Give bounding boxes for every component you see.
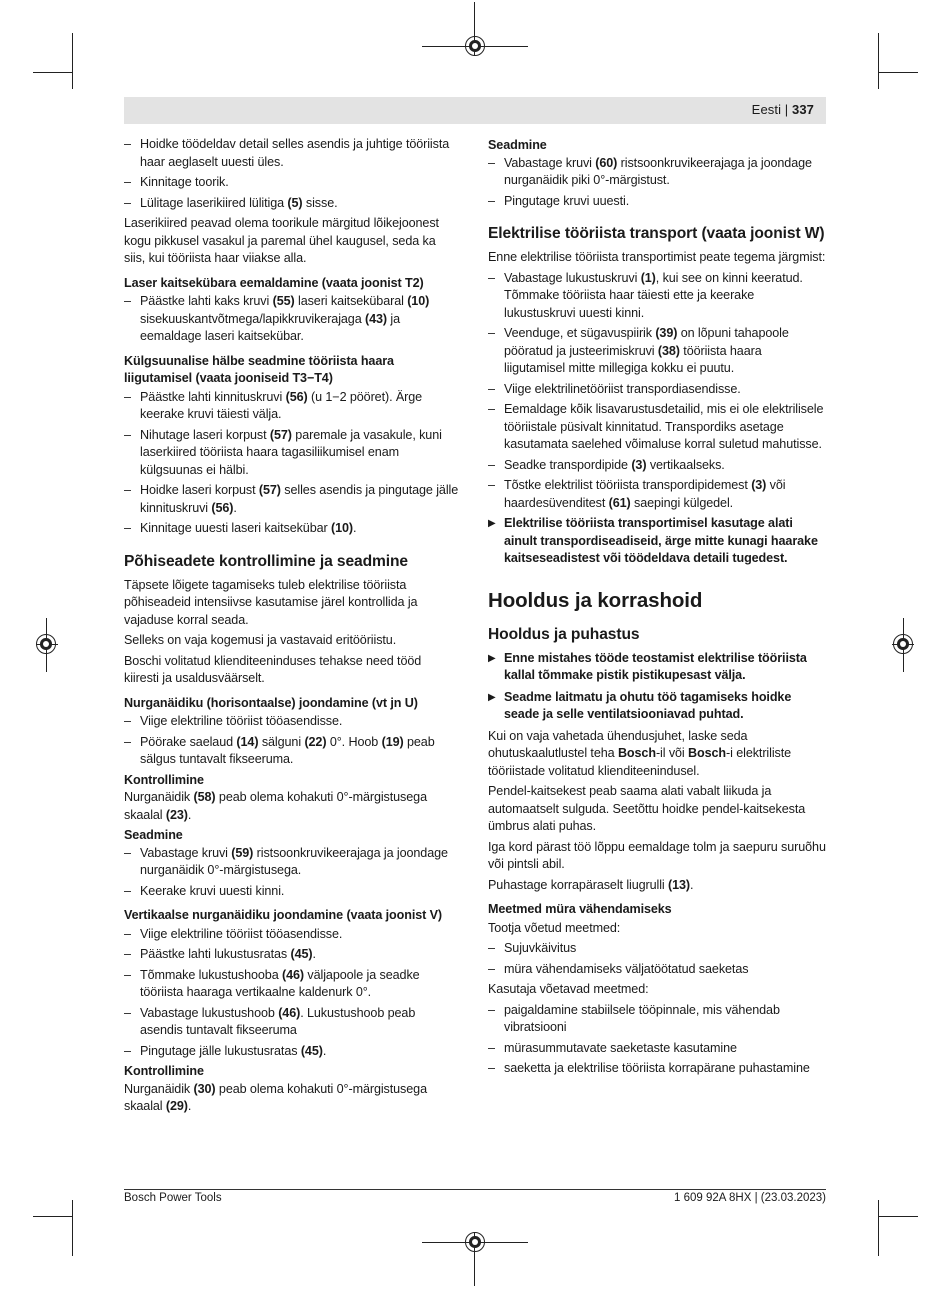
list-item: – Viige elektrilinetööriist transpordiasendisse. bbox=[488, 381, 826, 399]
crop-mark bbox=[878, 33, 879, 89]
crop-mark bbox=[72, 1200, 73, 1256]
list-item: – Päästke lahti kaks kruvi (55) laseri kaitsekübaral (10) sisekuuskantvõtmega/lapikkruvikerajaga (43) ja eemaldage laseri kaitsekübar. bbox=[124, 293, 459, 346]
paragraph: Tootja võetud meetmed: bbox=[488, 920, 621, 935]
crop-mark bbox=[878, 1200, 879, 1256]
paragraph: Selleks on vaja kogemusi ja vastavaid eritööriistu. bbox=[124, 633, 397, 647]
list-item: – Vabastage lukustuskruvi (1), kui see on kinni keeratud. Tõmmake tööriista haar täiesti ette ja keerake lukustuskruvi uuesti kinni. bbox=[488, 270, 826, 323]
paragraph: Laserikiired peavad olema toorikule märgitud lõikejoonest kogu pikkusel vasakul ja paremal ühel kaugusel, seda ka siis, kui tööriista haar viiakse alla. bbox=[124, 216, 439, 265]
paragraph: Pendel-kaitsekest peab saama alati vabalt liikuda ja automaatselt sulguda. Seetõttu hoidke pendel-kaitsekesta ümbrus alati puhas. bbox=[488, 784, 806, 833]
list-item: – Vabastage lukustushoob (46). Lukustushoob peab asendis tuntavalt fikseeruma bbox=[124, 1005, 459, 1040]
list-item: – Kinnitage uuesti laseri kaitsekübar (10). bbox=[124, 520, 459, 538]
list-item: – mürasummutavate saeketaste kasutamine bbox=[488, 1040, 826, 1058]
list-item: – Viige elektriline tööriist tööasendisse. bbox=[124, 926, 459, 944]
paragraph: Boschi volitatud klienditeeninduses tehakse need tööd kiiresti ja usaldusväärselt. bbox=[124, 653, 422, 685]
crop-mark bbox=[878, 72, 918, 73]
paragraph: Enne elektrilise tööriista transportimist peate tegema järgmist: bbox=[488, 250, 826, 264]
paragraph: Nurganäidik (58) peab olema kohakuti 0°-märgistusega skaalal (23). bbox=[124, 790, 427, 822]
list-item: – Tõstke elektrilist tööriista transpordipidemest (3) või haardesüvenditest (61) saepingi külgedel. bbox=[488, 477, 826, 512]
list-item: – Vabastage kruvi (60) ristsoonkruvikeerajaga ja joondage nurganäidik piki 0°-märgistust. bbox=[488, 155, 826, 190]
list-item: – Vabastage kruvi (59) ristsoonkruvikeerajaga ja joondage nurganäidik 0°-märgistusega. bbox=[124, 845, 459, 880]
list-item: – Pöörake saelaud (14) sälguni (22) 0°. Hoob (19) peab sälgus tuntavalt fikseeruma. bbox=[124, 734, 459, 769]
label: Kontrollimine bbox=[124, 772, 204, 787]
crop-mark bbox=[33, 72, 73, 73]
list-item: – Eemaldage kõik lisavarustusdetailid, mis ei ole elektrilisele tööriistale püsivalt kinnitatud. Transpordiks asetage kasutamata saelehed võimaluse korral suletud mahutisse. bbox=[488, 401, 826, 454]
subheading: Meetmed müra vähendamiseks bbox=[488, 902, 672, 916]
list-item: – Sujuvkäivitus bbox=[488, 940, 826, 958]
subheading: Külgsuunalise hälbe seadmine tööriista haara liigutamisel (vaata jooniseid T3−T4) bbox=[124, 353, 394, 385]
header-text bbox=[752, 102, 814, 117]
subheading: Laser kaitsekübara eemaldamine (vaata joonist T2) bbox=[124, 275, 424, 290]
registration-mark-icon bbox=[36, 634, 56, 654]
list-item: – Hoidke töödeldav detail selles asendis ja juhtige tööriista haar aeglaselt uuesti üles. bbox=[124, 136, 459, 171]
subheading: Vertikaalse nurganäidiku joondamine (vaata joonist V) bbox=[124, 908, 443, 922]
chapter-heading: Hooldus ja korrashoid bbox=[488, 588, 703, 612]
crop-mark bbox=[72, 33, 73, 89]
section-heading: Hooldus ja puhastus bbox=[488, 625, 640, 643]
list-item: – Lülitage laserikiired lülitiga (5) sisse. bbox=[124, 195, 459, 213]
warning-item: ▶ Elektrilise tööriista transportimisel kasutage alati ainult transpordiseadiseid, ärge mitte kunagi haarake kaitseseadistest või töödeldava detaili tugedest. bbox=[488, 515, 826, 568]
paragraph: Täpsete lõigete tagamiseks tuleb elektrilise tööriista põhiseadeid intensiivse kasutamise järel kontrollida ja vajaduse korral seada. bbox=[124, 577, 418, 627]
registration-mark-icon bbox=[465, 36, 485, 56]
paragraph: Iga kord pärast töö lõppu eemaldage tolm ja saepuru suruõhu või pintsli abil. bbox=[488, 839, 826, 871]
footer-divider bbox=[124, 1189, 826, 1190]
list-item: – müra vähendamiseks väljatöötatud saeketas bbox=[488, 961, 826, 979]
list-item: – Tõmmake lukustushooba (46) väljapoole ja seadke tööriista haaraga vertikaalne kaldenurk 0°. bbox=[124, 967, 459, 1002]
list-item: – Nihutage laseri korpust (57) paremale ja vasakule, kuni laserkiired tööriista haara tagasiliikumisel enam külgsuunas ei hälbi. bbox=[124, 427, 459, 480]
list-item: – Pingutage jälle lukustusratas (45). bbox=[124, 1043, 459, 1061]
crop-mark bbox=[878, 1216, 918, 1217]
section-heading: Põhiseadete kontrollimine ja seadmine bbox=[124, 552, 409, 570]
crop-mark bbox=[33, 1216, 73, 1217]
subheading: Nurganäidiku (horisontaalse) joondamine (vt jn U) bbox=[124, 695, 418, 710]
paragraph: Kasutaja võetavad meetmed: bbox=[488, 982, 649, 996]
warning-item: ▶ Seadme laitmatu ja ohutu töö tagamiseks hoidke seade ja selle ventilatsiooniavad puhtad. bbox=[488, 689, 826, 724]
list-item: – saeketta ja elektrilise tööriista korrapärane puhastamine bbox=[488, 1060, 826, 1078]
list-item: – Päästke lahti lukustusratas (45). bbox=[124, 946, 459, 964]
list-item: – Pingutage kruvi uuesti. bbox=[488, 193, 826, 211]
footer-brand: Bosch Power Tools bbox=[124, 1192, 222, 1204]
registration-mark-icon bbox=[893, 634, 913, 654]
paragraph: Nurganäidik (30) peab olema kohakuti 0°-märgistusega skaalal (29). bbox=[124, 1081, 427, 1113]
footer-doc-code: 1 609 92A 8HX | (23.03.2023) bbox=[674, 1192, 826, 1204]
header-separator: | bbox=[784, 102, 789, 117]
paragraph: Kui on vaja vahetada ühendusjuhet, laske seda ohutuskaalutlustel teha Bosch-il või Bosch-i elektriliste tööriistade volitatud klienditeenindusel. bbox=[488, 728, 792, 778]
page-number: 337 bbox=[792, 102, 814, 117]
list-item: – Viige elektriline tööriist tööasendisse. bbox=[124, 713, 459, 731]
right-column bbox=[488, 136, 826, 1081]
paragraph: Puhastage korrapäraselt liugrulli (13). bbox=[488, 877, 694, 892]
list-item: – Seadke transpordipide (3) vertikaalseks. bbox=[488, 457, 826, 475]
header-language: Eesti bbox=[751, 102, 782, 117]
list-item: – Veenduge, et sügavuspiirik (39) on lõpuni tahapoole pööratud ja justeerimiskruvi (38) tööriista haara liigutamisel mitte millegiga kokku ei puutu. bbox=[488, 325, 826, 378]
list-item: – Hoidke laseri korpust (57) selles asendis ja pingutage jälle kinnituskruvi (56). bbox=[124, 482, 459, 517]
warning-item: ▶ Enne mistahes tööde teostamist elektrilise tööriista kallal tõmmake pistik pistikupesast välja. bbox=[488, 650, 826, 685]
section-heading: Elektrilise tööriista transport (vaata joonist W) bbox=[488, 225, 825, 242]
list-item: – Keerake kruvi uuesti kinni. bbox=[124, 883, 459, 901]
label: Kontrollimine bbox=[124, 1064, 204, 1078]
label: Seadmine bbox=[124, 828, 183, 842]
list-item: – Kinnitage toorik. bbox=[124, 174, 459, 192]
list-item: – paigaldamine stabiilsele tööpinnale, mis vähendab vibratsiooni bbox=[488, 1002, 826, 1037]
registration-mark-icon bbox=[465, 1232, 485, 1252]
list-item: – Päästke lahti kinnituskruvi (56) (u 1−2 pööret). Ärge keerake kruvi täiesti välja. bbox=[124, 389, 459, 424]
left-column bbox=[124, 136, 459, 1119]
page-header bbox=[124, 97, 826, 124]
label: Seadmine bbox=[488, 138, 547, 152]
